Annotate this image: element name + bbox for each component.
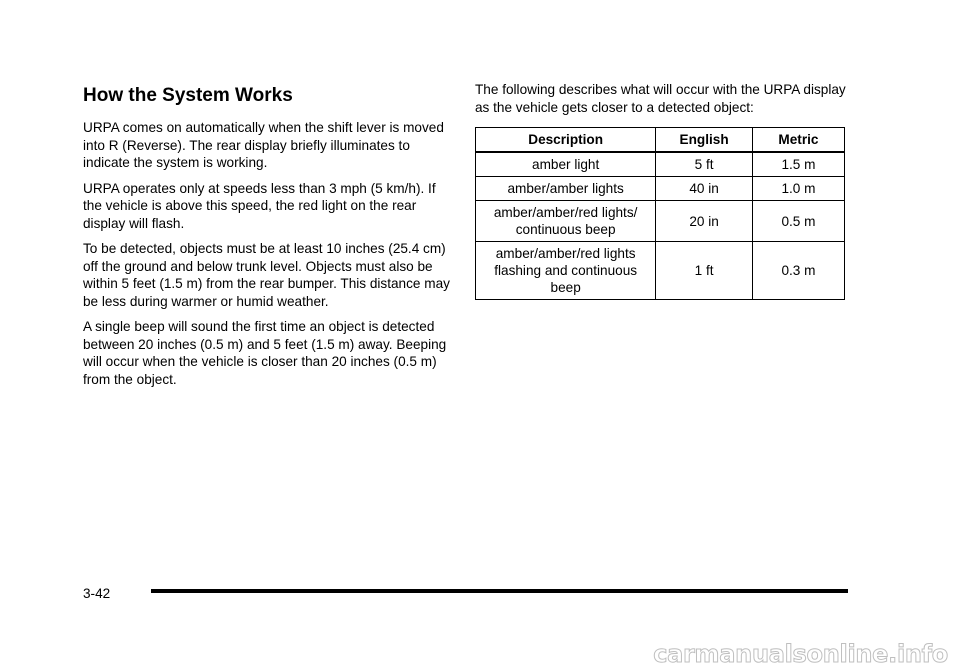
cell-english: 1 ft — [656, 242, 753, 300]
cell-description: amber/amber/red lights flashing and continuous beep — [476, 242, 656, 300]
paragraph-activation: URPA comes on automatically when the shift lever is moved into R (Reverse). The rear display briefly illuminates to indicate the system is working. — [83, 120, 444, 170]
cell-metric: 1.5 m — [752, 152, 844, 177]
cell-metric: 0.3 m — [752, 242, 844, 300]
urpa-distance-table — [475, 127, 845, 300]
table-header-row — [476, 128, 845, 153]
section-heading: How the System Works — [83, 85, 293, 106]
table-row — [476, 201, 845, 242]
left-column — [83, 84, 455, 396]
footer-rule — [151, 589, 848, 593]
table-row — [476, 177, 845, 201]
header-english: English — [656, 128, 753, 153]
table-row — [476, 152, 845, 177]
table-intro: The following describes what will occur with the URPA display as the vehicle gets closer to a detected object: — [475, 82, 846, 115]
cell-english: 5 ft — [656, 152, 753, 177]
cell-metric: 1.0 m — [752, 177, 844, 201]
cell-english: 20 in — [656, 201, 753, 242]
cell-english: 40 in — [656, 177, 753, 201]
cell-description: amber light — [476, 152, 656, 177]
paragraph-detection: To be detected, objects must be at least 10 inches (25.4 cm) off the ground and below trunk level. Objects must also be within 5 feet (1.5 m) from the rear bumper. This distance may be less during warmer or humid weather. — [83, 241, 450, 309]
cell-metric: 0.5 m — [752, 201, 844, 242]
page-number: 3-42 — [83, 586, 111, 601]
paragraph-beeping: A single beep will sound the first time an object is detected between 20 inches (0.5 m) and 5 feet (1.5 m) away. Beeping will occur when the vehicle is closer than 20 inches (0.5 m) from the object. — [83, 319, 447, 387]
header-description: Description — [476, 128, 656, 153]
paragraph-speed: URPA operates only at speeds less than 3 mph (5 km/h). If the vehicle is above this speed, the red light on the rear display will flash. — [83, 180, 436, 231]
right-column — [475, 81, 847, 300]
cell-description: amber/amber/red lights/ continuous beep — [476, 201, 656, 242]
watermark-text: carmanualsonline.info — [653, 640, 948, 668]
cell-description: amber/amber lights — [476, 177, 656, 201]
table-row — [476, 242, 845, 300]
header-metric: Metric — [752, 128, 844, 153]
